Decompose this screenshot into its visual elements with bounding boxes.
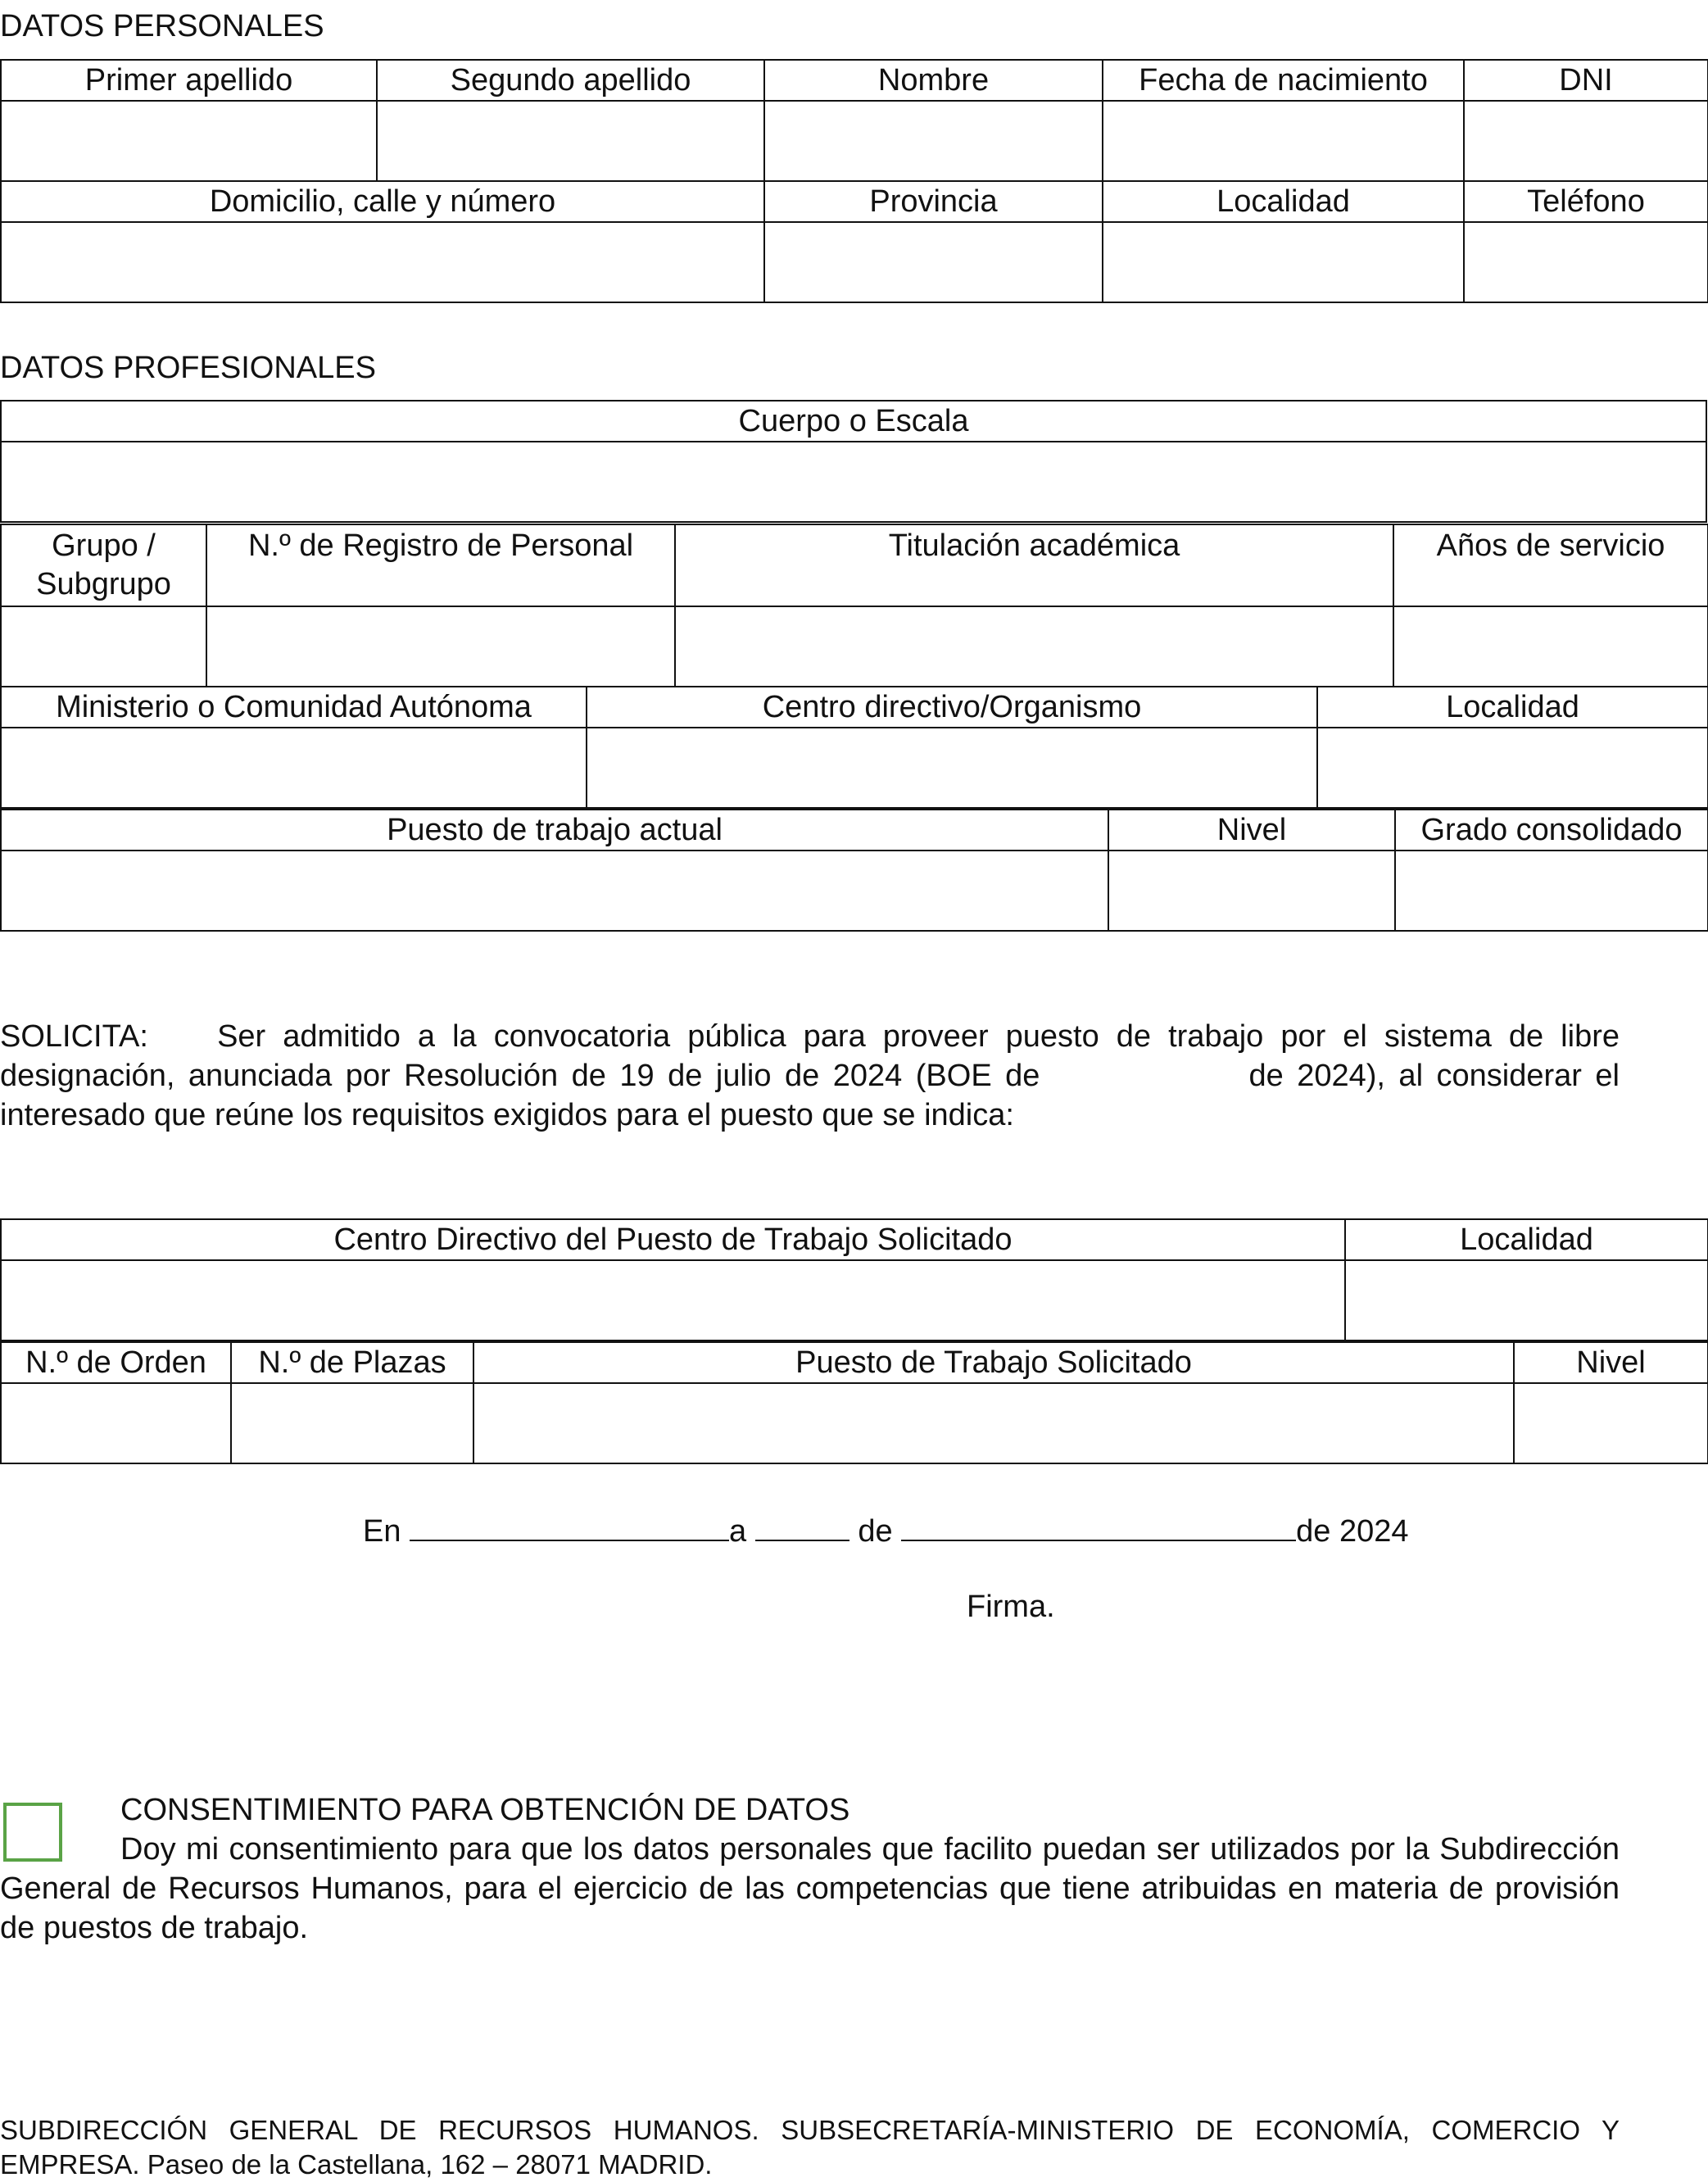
personal-section-title: DATOS PERSONALES xyxy=(0,9,324,43)
label-nivel-actual: Nivel xyxy=(1108,810,1395,851)
cell-nivel-actual xyxy=(1108,851,1395,931)
puesto-solicitado-field[interactable] xyxy=(474,1384,1513,1463)
cell-ministerio xyxy=(1,728,587,808)
cuerpo-table xyxy=(0,400,1707,523)
place-blank[interactable] xyxy=(410,1508,729,1541)
cell-anos-servicio xyxy=(1393,606,1708,687)
titulacion-field[interactable] xyxy=(676,607,1393,686)
label-anos-servicio: Años de servicio xyxy=(1393,524,1708,606)
puesto-actual-table xyxy=(0,809,1708,932)
day-blank[interactable] xyxy=(755,1508,849,1541)
label-cuerpo-escala: Cuerpo o Escala xyxy=(1,401,1706,442)
cell-cuerpo-escala xyxy=(1,442,1706,522)
date-year-label: de 2024 xyxy=(1296,1514,1409,1549)
label-centro-directivo-solicitado: Centro Directivo del Puesto de Trabajo Solicitado xyxy=(1,1219,1345,1260)
cell-titulacion xyxy=(675,606,1393,687)
label-numero-orden: N.º de Orden xyxy=(1,1342,231,1383)
label-puesto-actual: Puesto de trabajo actual xyxy=(1,810,1108,851)
cell-centro-directivo xyxy=(587,728,1317,808)
label-segundo-apellido: Segundo apellido xyxy=(377,60,764,101)
label-provincia: Provincia xyxy=(764,181,1103,222)
cell-nivel-solicitado xyxy=(1514,1383,1708,1463)
solicita-text-a: Ser admitido a la convocatoria pública para proveer puesto de trabajo por el sistema de libre designación, anunciada por Resolución de 19 de julio de 2024 (BOE de xyxy=(0,1019,1620,1093)
consent-title: CONSENTIMIENTO PARA OBTENCIÓN DE DATOS xyxy=(120,1793,850,1827)
cell-provincia xyxy=(764,222,1103,302)
solicita-label: SOLICITA: xyxy=(0,1019,148,1054)
label-primer-apellido: Primer apellido xyxy=(1,60,377,101)
label-ministerio: Ministerio o Comunidad Autónoma xyxy=(1,687,587,728)
label-numero-plazas: N.º de Plazas xyxy=(231,1342,473,1383)
nombre-field[interactable] xyxy=(765,102,1102,180)
label-registro-personal: N.º de Registro de Personal xyxy=(206,524,675,606)
localidad-solicitada-field[interactable] xyxy=(1346,1261,1707,1340)
label-fecha-nacimiento: Fecha de nacimiento xyxy=(1103,60,1464,101)
date-line xyxy=(363,1508,1409,1551)
telefono-field[interactable] xyxy=(1465,223,1707,302)
nivel-solicitado-field[interactable] xyxy=(1515,1384,1707,1463)
label-localidad-solicitada: Localidad xyxy=(1345,1219,1708,1260)
label-localidad-personal: Localidad xyxy=(1103,181,1464,222)
numero-plazas-field[interactable] xyxy=(232,1384,473,1463)
cell-puesto-actual xyxy=(1,851,1108,931)
primer-apellido-field[interactable] xyxy=(2,102,376,180)
localidad-personal-field[interactable] xyxy=(1103,223,1463,302)
cell-localidad-personal xyxy=(1103,222,1464,302)
month-blank[interactable] xyxy=(901,1508,1296,1541)
grupo-subgrupo-field[interactable] xyxy=(2,607,206,686)
anos-servicio-field[interactable] xyxy=(1394,607,1707,686)
cell-telefono xyxy=(1464,222,1708,302)
localidad-profesional-field[interactable] xyxy=(1318,728,1707,807)
personal-data-table xyxy=(0,59,1708,303)
cell-registro-personal xyxy=(206,606,675,687)
cell-domicilio xyxy=(1,222,764,302)
date-de-label: de xyxy=(858,1514,893,1549)
label-puesto-solicitado: Puesto de Trabajo Solicitado xyxy=(473,1342,1514,1383)
cell-localidad-profesional xyxy=(1317,728,1708,808)
cell-primer-apellido xyxy=(1,101,377,181)
label-nivel-solicitado: Nivel xyxy=(1514,1342,1708,1383)
ministerio-field[interactable] xyxy=(2,728,586,807)
consent-text: Doy mi consentimiento para que los datos personales que facilito puedan ser utilizados por la Subdirección General de Recursos Humanos, para el ejercicio de las competencias que tiene atribuidas en materia de provisión de puestos de trabajo. xyxy=(0,1832,1620,1945)
cell-localidad-solicitada xyxy=(1345,1260,1708,1341)
cell-fecha-nacimiento xyxy=(1103,101,1464,181)
date-a-label: a xyxy=(729,1514,747,1549)
cell-grado-consolidado xyxy=(1395,851,1708,931)
cell-nombre xyxy=(764,101,1103,181)
cell-puesto-solicitado xyxy=(473,1383,1514,1463)
cell-numero-orden xyxy=(1,1383,231,1463)
label-localidad-profesional: Localidad xyxy=(1317,687,1708,728)
cuerpo-escala-field[interactable] xyxy=(2,442,1706,521)
segundo-apellido-field[interactable] xyxy=(378,102,763,180)
dni-field[interactable] xyxy=(1465,102,1707,180)
cell-centro-directivo-solicitado xyxy=(1,1260,1345,1341)
label-nombre: Nombre xyxy=(764,60,1103,101)
date-en-label: En xyxy=(363,1514,401,1549)
label-grupo-subgrupo: Grupo / Subgrupo xyxy=(1,524,206,606)
label-domicilio: Domicilio, calle y número xyxy=(1,181,764,222)
footer-address: SUBDIRECCIÓN GENERAL DE RECURSOS HUMANOS. SUBSECRETARÍA-MINISTERIO DE ECONOMÍA, COMERCIO Y EMPRESA. Paseo de la Castellana, 162 – 28071 MADRID. xyxy=(0,2115,1620,2180)
fecha-nacimiento-field[interactable] xyxy=(1103,102,1463,180)
requested-puesto-table xyxy=(0,1341,1708,1464)
cell-numero-plazas xyxy=(231,1383,473,1463)
cell-segundo-apellido xyxy=(377,101,764,181)
label-grado-consolidado: Grado consolidado xyxy=(1395,810,1708,851)
cell-grupo-subgrupo xyxy=(1,606,206,687)
firma-label: Firma. xyxy=(967,1590,1055,1624)
centro-directivo-solicitado-field[interactable] xyxy=(2,1261,1344,1340)
nivel-actual-field[interactable] xyxy=(1109,851,1394,930)
puesto-actual-field[interactable] xyxy=(2,851,1108,930)
grado-consolidado-field[interactable] xyxy=(1396,851,1707,930)
label-titulacion: Titulación académica xyxy=(675,524,1393,606)
grupo-table xyxy=(0,524,1708,687)
numero-orden-field[interactable] xyxy=(2,1384,230,1463)
label-dni: DNI xyxy=(1464,60,1708,101)
label-telefono: Teléfono xyxy=(1464,181,1708,222)
solicita-text-b: de 2024), al considerar el interesado que reúne los requisitos exigidos para el puesto que se indica: xyxy=(0,1059,1620,1132)
registro-personal-field[interactable] xyxy=(207,607,674,686)
label-centro-directivo: Centro directivo/Organismo xyxy=(587,687,1317,728)
professional-section-title: DATOS PROFESIONALES xyxy=(0,351,376,385)
cell-dni xyxy=(1464,101,1708,181)
domicilio-field[interactable] xyxy=(2,223,763,302)
ministerio-table xyxy=(0,686,1708,809)
solicita-paragraph xyxy=(0,1017,1620,1135)
provincia-field[interactable] xyxy=(765,223,1102,302)
requested-centro-table xyxy=(0,1218,1708,1341)
centro-directivo-field[interactable] xyxy=(587,728,1316,807)
